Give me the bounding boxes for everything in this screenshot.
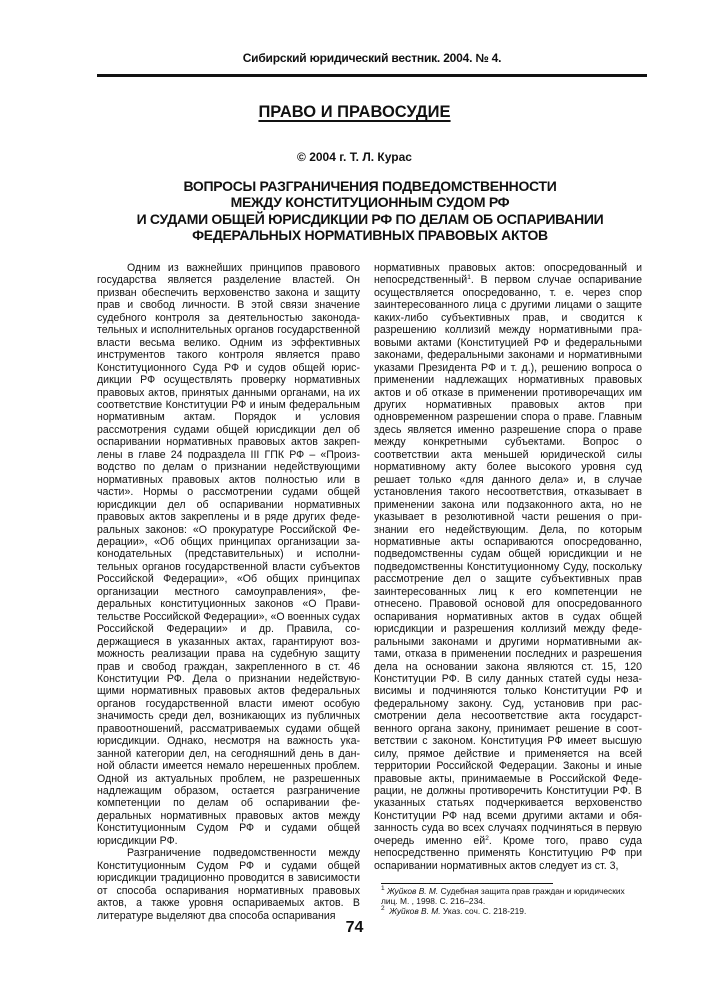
right-column <box>374 262 642 872</box>
running-header: Сибирский юридический вестник. 2004. № 4. <box>242 51 502 65</box>
footnotes <box>381 887 643 916</box>
footnote-marker: 1 <box>381 885 385 892</box>
footnote-ref-1[interactable]: 1 <box>467 274 471 282</box>
footnote-ref-2[interactable]: 2 <box>485 834 489 842</box>
article-title-line: МЕЖДУ КОНСТИТУЦИОННЫМ СУДОМ РФ <box>230 194 510 211</box>
paragraph-text: нормативных правовых актов: опосредованный и непосредственный <box>374 262 642 287</box>
body-paragraph: Одним из важнейших принципов правового государства является разделение властей. Он призван обеспечить верховенство закона и защиту прав и свобод личности. В этой связи значение судебного контроля за деятельностью законодательных и исполнительных органов государственной власти весьма велико. Одним из эффективных инструментов такого контроля является право Конституционного Суда РФ и судов общей юрисдикции РФ осуществлять проверку нормативных правовых актов, принятых данными органами, на их соответствие Конституции РФ и иным федеральным нормативным актам. Порядок и условия рассмотрения судами общей юрисдикции дел об оспаривании нормативных правовых актов закреплены в главе 24 подраздела III ГПК РФ – «Производство по делам о признании недействующими нормативных правовых актов полностью или в части». Нормы о рассмотрении судами общей юрисдикции дел об оспаривании нормативных правовых актов закреплены и в ряде других федеральных законов: «О прокуратуре Российской Федерации», «Об общих принципах организации законодательных (представительных) и исполнительных органов государственной власти субъектов Российской Федерации», «Об общих принципах организации местного самоуправления», федеральных конституционных законов «О Правительстве Российской Федерации», «О военных судах Российской Федерации» и др. Правила, содержащиеся в указанных актах, гарантируют возможность реализации права на судебную защиту прав и свобод граждан, закрепленного в ст. 46 Конституции РФ. Дела о признании недействующими нормативных правовых актов федеральных органов государственной власти имеют особую значимость среди дел, возникающих из публичных правоотношений, рассматриваемых судами общей юрисдикции. Однако, несмотря на важность указанной категории дел, на сегодняшний день в данной области имеется немало нерешенных проблем. Одной из актуальных проблем, не разрешенных надлежащим образом, остается разграничение компетенции по делам об оспаривании федеральных нормативных правовых актов между Конституционным Судом РФ и судами общей юрисдикции РФ. <box>97 262 360 847</box>
footnote-author: Жуйков В. М. <box>389 905 441 916</box>
body-paragraph <box>374 262 642 872</box>
footnote-1 <box>381 887 643 907</box>
article-title <box>100 178 640 243</box>
article-title-line: ВОПРОСЫ РАЗГРАНИЧЕНИЯ ПОДВЕДОМСТВЕННОСТИ <box>183 178 557 194</box>
footnote-text: Указ. соч. С. 218-219. <box>440 905 527 916</box>
paragraph-text: . В первом случае оспаривание осуществляется опосредованно, т. е. через спор заинтересованного лица с другими лицами о защите каких-либо субъективных прав, и сводится к разрешению коллизий между нормативными правовыми актами (Конституцией РФ и федеральными законами, федеральными законами и нормативными указами Президента РФ и т. д.), решению вопроса о применении надлежащих нормативных правовых актов и об отказе в применении противоречащих им других нормативных правовых актов при одновременном разрешении спора о праве. Главным здесь является именно разрешение спора о праве между конкретными субъектами. Вопрос о соответствии акта меньшей юридической силы нормативному акту более высокого уровня суд решает только «для данного дела» и, в случае установления такого несоответствия, отказывает в применении закона или подзаконного акта, но не указывает в резолютивной части решения о признании его недействующим. Дела, по которым нормативные акты оспариваются опосредованно, подведомственны судам общей юрисдикции и не подведомственны Конституционному Суду, поскольку рассмотрение дел о защите субъективных прав заинтересованных лиц к его компетенции не отнесено. Правовой основой для опосредованного оспаривания нормативных актов в судах общей юрисдикции и разрешения коллизий между федеральными законами и другими нормативными актами, отказа в применении последних и разрешения дела на основании закона являются ст. 15, 120 Конституции РФ. В силу данных статей суды независимы и подчиняются только Конституции РФ и федеральному закону. Суд, установив при рассмотрении дела несоответствие акта государственного органа закону, принимает решение в соответствии с законом. Конституция РФ имеет высшую силу, прямое действие и применяется на всей территории Российской Федерации. Законы и иные правовые акты, принимаемые в Российской Федерации, не должны противоречить Конституции РФ. В указанных статьях подчеркивается верховенство Конституции РФ над всеми другими актами и обязанность суда во всех случаях подчиняться в первую очередь именно ей <box>374 274 642 847</box>
footnote-text: Судебная защита прав граждан и юридических лиц. М. , 1998. С. 216–234. <box>381 886 625 906</box>
article-title-line: И СУДАМИ ОБЩЕЙ ЮРИСДИКЦИИ РФ ПО ДЕЛАМ ОБ ОСПАРИВАНИИ <box>136 210 604 227</box>
footnote-separator <box>381 883 553 884</box>
paragraph-text: . Кроме того, право суда непосредственно применять Конституцию РФ при оспаривании нормативных актов следует из ст. 3, <box>374 834 642 872</box>
page-number: 74 <box>345 919 364 936</box>
article-title-line: ФЕДЕРАЛЬНЫХ НОРМАТИВНЫХ ПРАВОВЫХ АКТОВ <box>192 226 548 243</box>
left-column <box>97 262 360 922</box>
section-title <box>0 103 709 122</box>
author-line: © 2004 г. Т. Л. Курас <box>297 150 412 164</box>
body-paragraph: Разграничение подведомственности между Конституционным Судом РФ и судами общей юрисдикции традиционно проводится в зависимости от способа оспаривания нормативных правовых актов, а также уровня оспариваемых актов. В литературе выделяют два способа оспаривания <box>97 847 360 922</box>
footnote-marker: 2 <box>381 904 385 912</box>
section-title-text: ПРАВО И ПРАВОСУДИЕ <box>258 103 451 121</box>
footnote-author: Жуйков В. М. <box>386 886 439 896</box>
footnote-2 <box>381 904 643 917</box>
header-rule <box>97 74 647 77</box>
